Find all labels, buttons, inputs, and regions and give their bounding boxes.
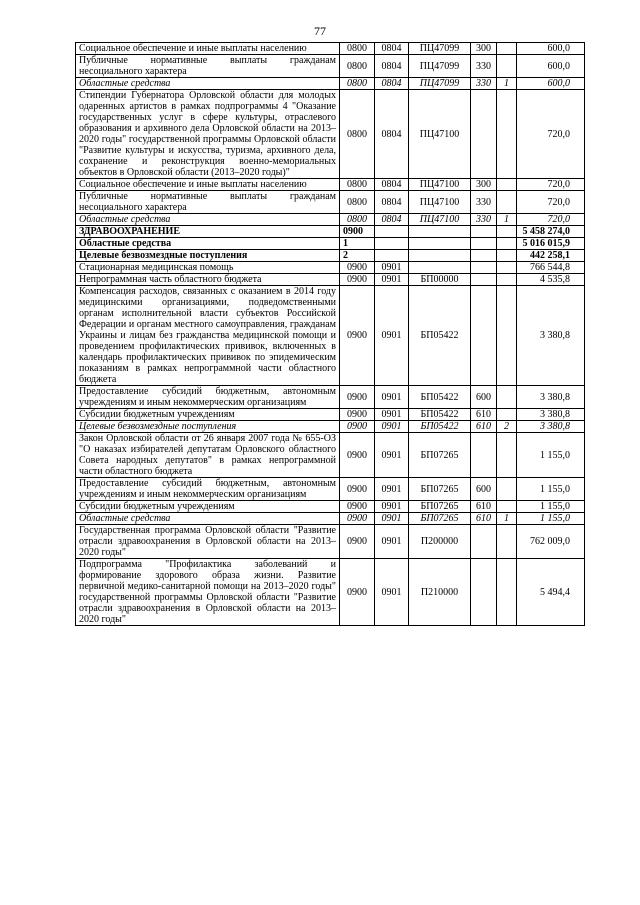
row-name: Социальное обеспечение и иные выплаты населению bbox=[76, 179, 340, 191]
row-name: Предоставление субсидий бюджетным, автономным учреждениям и иным некоммерческим организациям bbox=[76, 386, 340, 409]
row-source: 1 bbox=[497, 214, 517, 226]
row-subsection: 0901 bbox=[375, 433, 409, 478]
row-sum: 3 380,8 bbox=[517, 409, 585, 421]
table-row bbox=[76, 478, 585, 501]
row-name: Государственная программа Орловской области "Развитие отрасли здравоохранения в Орловской области на 2013–2020 годы" bbox=[76, 525, 340, 559]
row-source bbox=[497, 286, 517, 386]
page-number: 77 bbox=[314, 24, 326, 38]
row-subsection bbox=[375, 250, 409, 262]
row-source bbox=[497, 43, 517, 55]
row-section: 0900 bbox=[340, 478, 375, 501]
row-source: 1 bbox=[497, 513, 517, 525]
row-sum: 720,0 bbox=[517, 191, 585, 214]
row-source bbox=[497, 501, 517, 513]
row-sum: 5 016 015,9 bbox=[517, 238, 585, 250]
row-name: Субсидии бюджетным учреждениям bbox=[76, 409, 340, 421]
row-section: 0800 bbox=[340, 214, 375, 226]
table-row bbox=[76, 43, 585, 55]
row-name: Компенсация расходов, связанных с оказанием в 2014 году медицинскими организациями, подведомственными органам исполнительной власти субъектов Российской Федерации и органам местного самоуправления, гражданам Украины и лицам без гражданства медицинской помощи и проведением профилактических прививок, включенных в календарь профилактических прививок по эпидемическим показаниям в рамках непрограммной части областного бюджета bbox=[76, 286, 340, 386]
row-target-article: БП07265 bbox=[409, 501, 471, 513]
row-target-article: ПЦ47099 bbox=[409, 55, 471, 78]
row-name: Стипендии Губернатора Орловской области для молодых одаренных артистов в рамках подпрограммы 4 "Оказание государственных услуг в сфере культуры, отраслевого образования и архивного дела Орловской области на 2013–2020 годы" государственной программы Орловской области "Развитие культуры и искусства, туризма, архивного дела, сохранение и реконструкция военно-мемориальных объектов в Орловской области (2013–2020 годы)" bbox=[76, 90, 340, 179]
row-section: 0800 bbox=[340, 90, 375, 179]
row-sum: 1 155,0 bbox=[517, 513, 585, 525]
row-section: 0800 bbox=[340, 55, 375, 78]
row-name: Целевые безвозмездные поступления bbox=[76, 250, 340, 262]
row-name: Социальное обеспечение и иные выплаты населению bbox=[76, 43, 340, 55]
row-sum: 3 380,8 bbox=[517, 421, 585, 433]
row-source bbox=[497, 559, 517, 626]
row-sum: 1 155,0 bbox=[517, 501, 585, 513]
row-target-article: БП05422 bbox=[409, 409, 471, 421]
row-subsection: 0901 bbox=[375, 286, 409, 386]
row-name: Областные средства bbox=[76, 513, 340, 525]
row-name: Целевые безвозмездные поступления bbox=[76, 421, 340, 433]
row-sum: 1 155,0 bbox=[517, 478, 585, 501]
table-row bbox=[76, 433, 585, 478]
row-subsection bbox=[375, 226, 409, 238]
row-expense-type bbox=[471, 238, 497, 250]
row-source bbox=[497, 409, 517, 421]
row-name: Подпрограмма "Профилактика заболеваний и формирование здорового образа жизни. Развитие первичной медико-санитарной помощи на 2013–2020 годы" государственной программы Орловской области "Развитие отрасли здравоохранения в Орловской области на 2013–2020 годы" bbox=[76, 559, 340, 626]
row-section: 0900 bbox=[340, 525, 375, 559]
row-section: 0900 bbox=[340, 226, 375, 238]
row-section: 0900 bbox=[340, 513, 375, 525]
row-section: 0800 bbox=[340, 43, 375, 55]
row-subsection: 0901 bbox=[375, 421, 409, 433]
row-name: ЗДРАВООХРАНЕНИЕ bbox=[76, 226, 340, 238]
row-source bbox=[497, 226, 517, 238]
row-name: Областные средства bbox=[76, 214, 340, 226]
table-row bbox=[76, 286, 585, 386]
row-expense-type: 300 bbox=[471, 43, 497, 55]
row-name: Непрограммная часть областного бюджета bbox=[76, 274, 340, 286]
row-sum: 3 380,8 bbox=[517, 386, 585, 409]
row-source bbox=[497, 262, 517, 274]
row-target-article: ПЦ47100 bbox=[409, 179, 471, 191]
row-target-article: ПЦ47100 bbox=[409, 90, 471, 179]
table-row bbox=[76, 274, 585, 286]
row-sum: 5 458 274,0 bbox=[517, 226, 585, 238]
row-sum: 5 494,4 bbox=[517, 559, 585, 626]
row-expense-type bbox=[471, 262, 497, 274]
row-section: 0900 bbox=[340, 409, 375, 421]
row-sum: 600,0 bbox=[517, 55, 585, 78]
row-source bbox=[497, 250, 517, 262]
row-name: Публичные нормативные выплаты гражданам несоциального характера bbox=[76, 191, 340, 214]
row-target-article: ПЦ47099 bbox=[409, 78, 471, 90]
row-name: Областные средства bbox=[76, 238, 340, 250]
table-row bbox=[76, 226, 585, 238]
row-target-article: БП05422 bbox=[409, 286, 471, 386]
row-subsection: 0804 bbox=[375, 191, 409, 214]
row-expense-type bbox=[471, 559, 497, 626]
row-section: 0800 bbox=[340, 179, 375, 191]
row-sum: 720,0 bbox=[517, 179, 585, 191]
table-row bbox=[76, 525, 585, 559]
row-sum: 442 258,1 bbox=[517, 250, 585, 262]
budget-table bbox=[75, 42, 585, 626]
row-subsection: 0901 bbox=[375, 525, 409, 559]
row-subsection: 0804 bbox=[375, 78, 409, 90]
row-source bbox=[497, 274, 517, 286]
row-subsection: 0901 bbox=[375, 501, 409, 513]
row-source bbox=[497, 191, 517, 214]
row-sum: 720,0 bbox=[517, 214, 585, 226]
row-expense-type: 330 bbox=[471, 55, 497, 78]
row-section: 0900 bbox=[340, 433, 375, 478]
table-row bbox=[76, 513, 585, 525]
row-source bbox=[497, 433, 517, 478]
table-row bbox=[76, 501, 585, 513]
row-expense-type bbox=[471, 433, 497, 478]
table-row bbox=[76, 238, 585, 250]
row-subsection bbox=[375, 238, 409, 250]
row-source bbox=[497, 386, 517, 409]
row-source: 1 bbox=[497, 78, 517, 90]
row-expense-type: 330 bbox=[471, 191, 497, 214]
row-section: 1 bbox=[340, 238, 375, 250]
row-section: 0900 bbox=[340, 274, 375, 286]
row-expense-type bbox=[471, 90, 497, 179]
row-sum: 3 380,8 bbox=[517, 286, 585, 386]
row-sum: 600,0 bbox=[517, 78, 585, 90]
row-target-article: ПЦ47100 bbox=[409, 191, 471, 214]
table-row bbox=[76, 78, 585, 90]
row-target-article: ПЦ47100 bbox=[409, 214, 471, 226]
row-subsection: 0901 bbox=[375, 513, 409, 525]
row-name: Предоставление субсидий бюджетным, автономным учреждениям и иным некоммерческим организациям bbox=[76, 478, 340, 501]
table-row bbox=[76, 90, 585, 179]
row-sum: 766 544,8 bbox=[517, 262, 585, 274]
row-name: Публичные нормативные выплаты гражданам несоциального характера bbox=[76, 55, 340, 78]
row-expense-type: 600 bbox=[471, 386, 497, 409]
row-expense-type: 330 bbox=[471, 214, 497, 226]
row-target-article: БП07265 bbox=[409, 513, 471, 525]
row-section: 0800 bbox=[340, 78, 375, 90]
row-target-article: БП05422 bbox=[409, 421, 471, 433]
row-section: 0900 bbox=[340, 559, 375, 626]
row-subsection: 0901 bbox=[375, 262, 409, 274]
row-expense-type: 330 bbox=[471, 78, 497, 90]
row-expense-type bbox=[471, 525, 497, 559]
row-name: Закон Орловской области от 26 января 2007 года № 655-ОЗ "О наказах избирателей депутатам Орловского областного Совета народных депутатов" в рамках непрограммной части областного бюджета bbox=[76, 433, 340, 478]
row-target-article: ПЦ47099 bbox=[409, 43, 471, 55]
row-section: 0900 bbox=[340, 501, 375, 513]
table-row bbox=[76, 214, 585, 226]
row-source bbox=[497, 525, 517, 559]
row-expense-type: 610 bbox=[471, 501, 497, 513]
row-expense-type: 610 bbox=[471, 409, 497, 421]
row-subsection: 0901 bbox=[375, 409, 409, 421]
row-section: 0900 bbox=[340, 262, 375, 274]
table-row bbox=[76, 250, 585, 262]
row-section: 0900 bbox=[340, 286, 375, 386]
row-sum: 720,0 bbox=[517, 90, 585, 179]
table-row bbox=[76, 409, 585, 421]
row-target-article: БП07265 bbox=[409, 478, 471, 501]
row-source: 2 bbox=[497, 421, 517, 433]
row-expense-type bbox=[471, 286, 497, 386]
row-target-article: БП07265 bbox=[409, 433, 471, 478]
table-row bbox=[76, 191, 585, 214]
row-subsection: 0901 bbox=[375, 559, 409, 626]
row-subsection: 0804 bbox=[375, 43, 409, 55]
row-subsection: 0804 bbox=[375, 179, 409, 191]
row-subsection: 0901 bbox=[375, 478, 409, 501]
row-section: 0900 bbox=[340, 421, 375, 433]
row-sum: 600,0 bbox=[517, 43, 585, 55]
row-source bbox=[497, 90, 517, 179]
row-target-article: П210000 bbox=[409, 559, 471, 626]
row-target-article: БП00000 bbox=[409, 274, 471, 286]
row-source bbox=[497, 55, 517, 78]
row-name: Стационарная медицинская помощь bbox=[76, 262, 340, 274]
row-expense-type: 600 bbox=[471, 478, 497, 501]
row-source bbox=[497, 238, 517, 250]
row-expense-type: 300 bbox=[471, 179, 497, 191]
row-target-article bbox=[409, 262, 471, 274]
row-section: 0900 bbox=[340, 386, 375, 409]
row-subsection: 0901 bbox=[375, 274, 409, 286]
row-expense-type: 610 bbox=[471, 421, 497, 433]
row-section: 2 bbox=[340, 250, 375, 262]
table-row bbox=[76, 559, 585, 626]
table-row bbox=[76, 386, 585, 409]
table-row bbox=[76, 55, 585, 78]
row-name: Областные средства bbox=[76, 78, 340, 90]
table-row bbox=[76, 262, 585, 274]
row-target-article: БП05422 bbox=[409, 386, 471, 409]
row-subsection: 0804 bbox=[375, 90, 409, 179]
table-row bbox=[76, 179, 585, 191]
row-sum: 4 535,8 bbox=[517, 274, 585, 286]
row-section: 0800 bbox=[340, 191, 375, 214]
row-target-article bbox=[409, 250, 471, 262]
row-subsection: 0804 bbox=[375, 214, 409, 226]
row-target-article bbox=[409, 226, 471, 238]
row-source bbox=[497, 179, 517, 191]
row-name: Субсидии бюджетным учреждениям bbox=[76, 501, 340, 513]
row-source bbox=[497, 478, 517, 501]
row-target-article: П200000 bbox=[409, 525, 471, 559]
row-sum: 1 155,0 bbox=[517, 433, 585, 478]
table-row bbox=[76, 421, 585, 433]
row-subsection: 0804 bbox=[375, 55, 409, 78]
row-expense-type bbox=[471, 226, 497, 238]
row-subsection: 0901 bbox=[375, 386, 409, 409]
row-expense-type: 610 bbox=[471, 513, 497, 525]
row-target-article bbox=[409, 238, 471, 250]
row-expense-type bbox=[471, 250, 497, 262]
row-expense-type bbox=[471, 274, 497, 286]
row-sum: 762 009,0 bbox=[517, 525, 585, 559]
